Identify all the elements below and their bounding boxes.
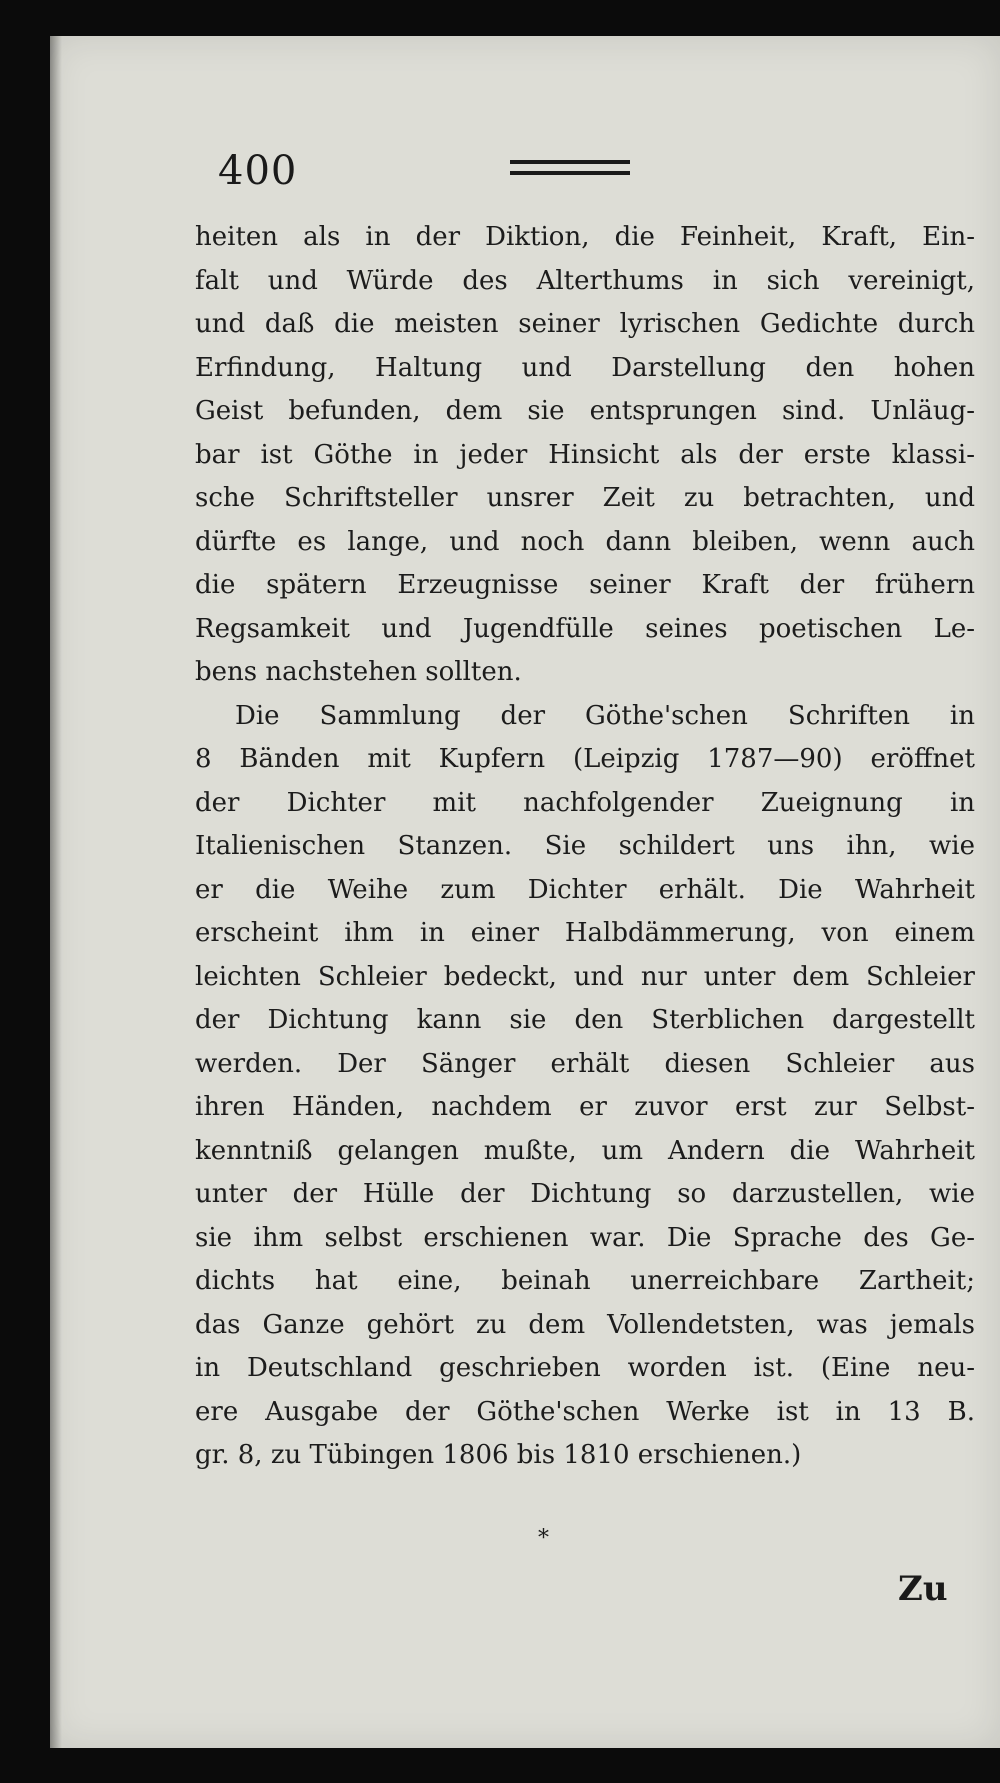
text-line: sie ihm selbst erschienen war. Die Sprache des Ge- [195,1222,975,1253]
text-line: und daß die meisten seiner lyrischen Gedichte durch [195,309,975,339]
text-line: werden. Der Sänger erhält diesen Schleier aus [195,1048,975,1079]
text-line: der Dichtung kann sie den Sterblichen dargestellt [195,1005,975,1035]
text-line-paragraph-end: bens nachstehen sollten. [195,657,522,687]
rule-line-bottom [510,171,630,175]
text-line: Geist befunden, dem sie entsprungen sind. Unläug- [195,396,975,426]
text-line: das Ganze gehört zu dem Vollendetsten, was jemals [195,1309,975,1340]
text-line: in Deutschland geschrieben worden ist. (Eine neu- [195,1353,975,1383]
text-line: falt und Würde des Alterthums in sich vereinigt, [195,265,975,296]
catchword: Zu [898,1569,948,1609]
text-line: Regsamkeit und Jugendfülle seines poetischen Le- [195,613,975,644]
text-line: 8 Bänden mit Kupfern (Leipzig 1787—90) eröffnet [195,744,975,774]
text-line-paragraph-end: gr. 8, zu Tübingen 1806 bis 1810 erschienen.) [195,1440,802,1470]
text-line: Erfindung, Haltung und Darstellung den hohen [195,352,975,383]
text-line: sche Schriftsteller unsrer Zeit zu betrachten, und [195,483,975,513]
body-text [195,216,975,1478]
text-line: kenntniß gelangen mußte, um Andern die Wahrheit [195,1135,975,1166]
text-line: dürfte es lange, und noch dann bleiben, wenn auch [195,526,975,557]
text-line: ihren Händen, nachdem er zuvor erst zur Selbst- [195,1092,975,1122]
text-line: er die Weihe zum Dichter erhält. Die Wahrheit [195,874,975,905]
asterisk-mark: * [538,1526,549,1551]
text-line: dichts hat eine, beinah unerreichbare Zartheit; [195,1266,975,1296]
text-line: heiten als in der Diktion, die Feinheit, Kraft, Ein- [195,222,975,252]
rule-line-top [510,160,630,164]
header-double-rule [510,160,630,178]
page-edge-shadow [50,36,62,1748]
page-number: 400 [218,148,298,194]
text-line: bar ist Göthe in jeder Hinsicht als der erste klassi- [195,439,975,470]
book-page [50,36,1000,1748]
text-line: die spätern Erzeugnisse seiner Kraft der frühern [195,570,975,600]
text-line: der Dichter mit nachfolgender Zueignung in [195,787,975,818]
text-line: ere Ausgabe der Göthe'schen Werke ist in 13 B. [195,1396,975,1427]
text-line: leichten Schleier bedeckt, und nur unter dem Schleier [195,961,975,992]
text-line-paragraph-start: Die Sammlung der Göthe'schen Schriften in [235,700,975,731]
text-line: erscheint ihm in einer Halbdämmerung, von einem [195,918,975,948]
text-line: unter der Hülle der Dichtung so darzustellen, wie [195,1179,975,1209]
text-line: Italienischen Stanzen. Sie schildert uns ihn, wie [195,831,975,861]
